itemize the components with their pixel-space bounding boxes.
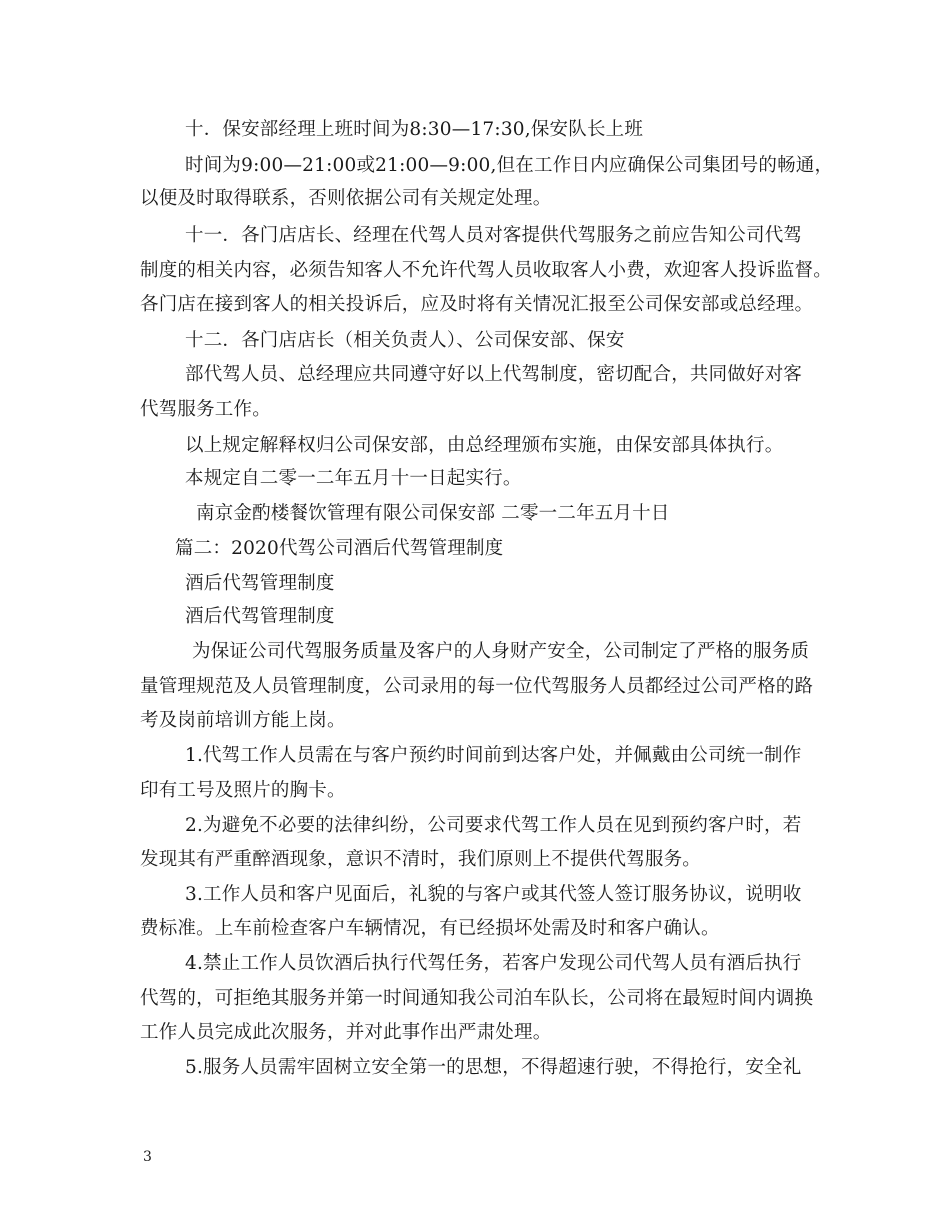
text-line-28: 5.服务人员需牢固树立安全第一的思想，不得超速行驶，不得抢行，安全礼: [185, 1057, 802, 1078]
text-line-14: 酒后代驾管理制度: [185, 573, 335, 594]
text-line-2: 时间为9:00—21:00或21:00—9:00,但在工作日内应确保公司集团号的畅通，: [185, 155, 834, 176]
text-line-13: 篇二：2020代驾公司酒后代驾管理制度: [175, 538, 504, 559]
text-line-26: 代驾的，可拒绝其服务并第一时间通知我公司泊车队长，公司将在最短时间内调换: [140, 988, 814, 1009]
text-line-18: 考及岗前培训方能上岗。: [140, 710, 346, 731]
text-line-25: 4.禁止工作人员饮酒后执行代驾任务，若客户发现公司代驾人员有酒后执行: [185, 953, 802, 974]
text-line-6: 各门店在接到客人的相关投诉后，应及时将有关情况汇报至公司保安部或总经理。: [140, 294, 814, 315]
text-line-1: 十．保安部经理上班时间为8:30—17:30,保安队长上班: [185, 119, 644, 140]
text-line-20: 印有工号及照片的胸卡。: [140, 780, 346, 801]
text-line-17: 量管理规范及人员管理制度，公司录用的每一位代驾服务人员都经过公司严格的路: [140, 676, 814, 697]
text-line-4: 十一．各门店店长、经理在代驾人员对客提供代驾服务之前应告知公司代驾: [185, 225, 803, 246]
text-line-9: 代驾服务工作。: [140, 399, 271, 420]
text-line-16: 为保证公司代驾服务质量及客户的人身财产安全，公司制定了严格的服务质: [192, 641, 810, 662]
text-line-3: 以便及时取得联系，否则依据公司有关规定处理。: [140, 188, 552, 209]
text-line-15: 酒后代驾管理制度: [185, 606, 335, 627]
text-line-21: 2.为避免不必要的法律纠纷，公司要求代驾工作人员在见到预约客户时，若: [185, 815, 802, 836]
text-line-7: 十二．各门店店长（相关负责人）、公司保安部、保安: [185, 330, 625, 351]
text-line-8: 部代驾人员、总经理应共同遵守好以上代驾制度，密切配合，共同做好对客: [185, 364, 803, 385]
text-line-11: 本规定自二零一二年五月十一日起实行。: [185, 468, 522, 489]
text-line-22: 发现其有严重醉酒现象，意识不清时，我们原则上不提供代驾服务。: [140, 849, 702, 870]
text-line-23: 3.工作人员和客户见面后，礼貌的与客户或其代签人签订服务协议，说明收: [185, 884, 802, 905]
text-line-10: 以上规定解释权归公司保安部，由总经理颁布实施，由保安部具体执行。: [185, 435, 784, 456]
text-line-27: 工作人员完成此次服务，并对此事作出严肃处理。: [140, 1022, 552, 1043]
text-line-5: 制度的相关内容，必须告知客人不允许代驾人员收取客人小费，欢迎客人投诉监督。: [140, 260, 832, 281]
text-line-19: 1.代驾工作人员需在与客户预约时间前到达客户处，并佩戴由公司统一制作: [185, 745, 802, 766]
page-number: 3: [143, 1149, 152, 1165]
text-line-12: 南京金酌楼餐饮管理有限公司保安部 二零一二年五月十日: [196, 503, 670, 524]
text-line-24: 费标准。上车前检查客户车辆情况，有已经损坏处需及时和客户确认。: [140, 918, 720, 939]
